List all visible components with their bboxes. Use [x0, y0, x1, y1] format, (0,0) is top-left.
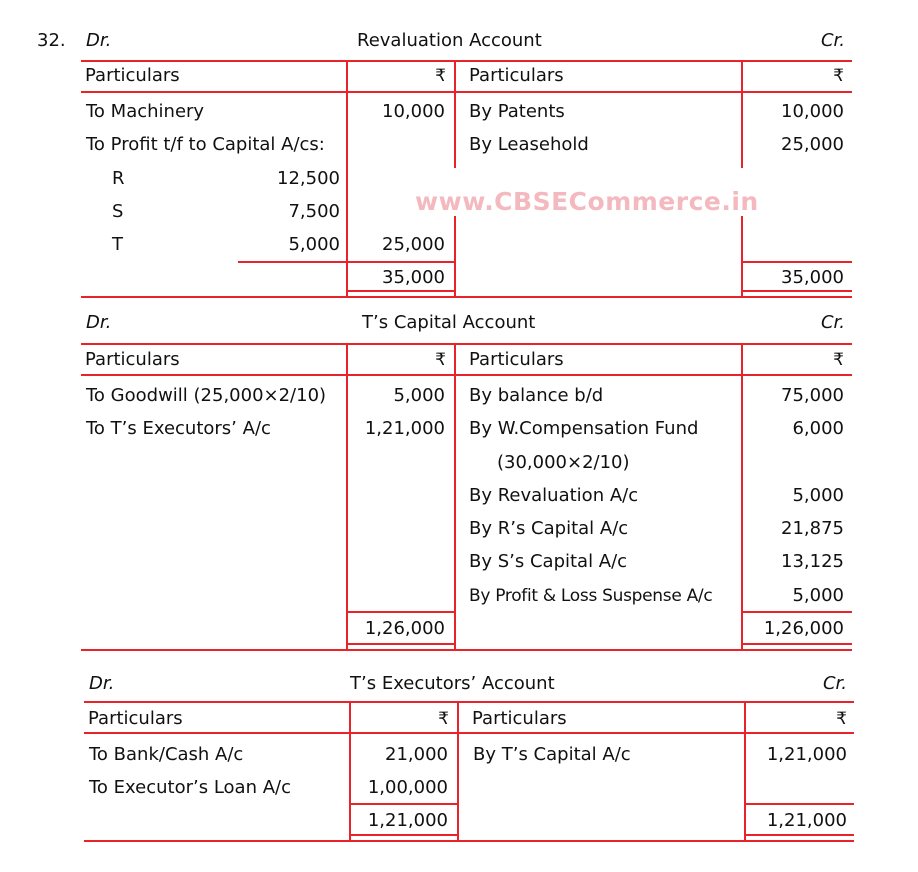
credit-total: 1,26,000 [763, 618, 844, 639]
total-double-rule-right [742, 643, 852, 645]
partner-share: 5,000 [288, 234, 340, 255]
column-divider [741, 216, 743, 298]
cr-label: Cr. [822, 673, 847, 694]
table-bottom-rule [81, 649, 852, 651]
credit-amount: 10,000 [781, 101, 844, 122]
partner-label: S [112, 201, 124, 222]
debit-particulars: To Goodwill (25,000×2/10) [86, 385, 327, 406]
column-divider [741, 60, 743, 168]
header-particulars-right: Particulars [469, 65, 564, 86]
total-double-rule [347, 290, 455, 292]
credit-amount: 5,000 [792, 485, 844, 506]
total-double-rule [347, 643, 455, 645]
partner-share: 12,500 [277, 168, 340, 189]
credit-particulars: By balance b/d [469, 385, 604, 406]
subtotal-rule [347, 611, 455, 613]
subtotal-rule [350, 803, 458, 805]
credit-particulars: By Patents [469, 101, 565, 122]
dr-label: Dr. [89, 673, 115, 694]
cr-label: Cr. [820, 312, 845, 333]
column-divider [454, 60, 456, 168]
question-number: 32. [37, 30, 66, 51]
dr-label: Dr. [86, 312, 112, 333]
debit-particulars: To Profit t/f to Capital A/cs: [86, 134, 325, 155]
partner-label: T [112, 234, 123, 255]
table-top-rule [81, 60, 852, 62]
credit-amount: 21,875 [781, 518, 844, 539]
debit-amount: 1,00,000 [367, 777, 448, 798]
debit-amount: 1,21,000 [364, 418, 445, 439]
header-particulars-right: Particulars [469, 349, 564, 370]
column-divider [454, 216, 456, 298]
credit-particulars: By T’s Capital A/c [473, 744, 631, 765]
credit-particulars: By Profit & Loss Suspense A/c [469, 586, 713, 606]
debit-particulars: To Executor’s Loan A/c [89, 777, 291, 798]
subtotal-rule-right [742, 261, 852, 263]
debit-particulars: To Machinery [86, 101, 205, 122]
credit-particulars: By S’s Capital A/c [469, 551, 628, 572]
debit-total: 1,21,000 [367, 810, 448, 831]
debit-particulars: To Bank/Cash A/c [89, 744, 244, 765]
header-particulars-left: Particulars [85, 65, 180, 86]
total-double-rule-right [745, 834, 854, 836]
debit-amount: 25,000 [382, 234, 445, 255]
cr-label: Cr. [820, 30, 845, 51]
header-rule [84, 732, 854, 734]
column-divider [346, 60, 348, 298]
column-divider [346, 343, 348, 651]
header-amount-right: ₹ [833, 66, 844, 86]
table-top-rule [84, 701, 854, 703]
table-bottom-rule [84, 840, 854, 842]
debit-particulars: To T’s Executors’ A/c [86, 418, 271, 439]
watermark: www.CBSECommerce.in [415, 187, 759, 216]
account-title: T’s Capital Account [362, 312, 536, 333]
credit-particulars-note: (30,000×2/10) [497, 452, 630, 473]
credit-total: 35,000 [781, 267, 844, 288]
header-amount-right: ₹ [833, 350, 844, 370]
column-divider [744, 701, 746, 842]
header-amount-left: ₹ [438, 709, 449, 729]
debit-total: 1,26,000 [364, 618, 445, 639]
credit-particulars: By Leasehold [469, 134, 589, 155]
header-amount-left: ₹ [435, 350, 446, 370]
total-double-rule-right [742, 290, 852, 292]
credit-particulars: By R’s Capital A/c [469, 518, 629, 539]
credit-amount: 75,000 [781, 385, 844, 406]
header-rule [81, 374, 852, 376]
total-double-rule [350, 834, 458, 836]
debit-amount: 5,000 [393, 385, 445, 406]
column-divider [457, 701, 459, 842]
credit-amount: 13,125 [781, 551, 844, 572]
credit-amount: 25,000 [781, 134, 844, 155]
header-particulars-left: Particulars [85, 349, 180, 370]
column-divider [741, 343, 743, 651]
credit-particulars: By W.Compensation Fund [469, 418, 699, 439]
header-particulars-right: Particulars [472, 708, 567, 729]
header-amount-left: ₹ [435, 66, 446, 86]
subtotal-rule-right [742, 611, 852, 613]
debit-amount: 21,000 [385, 744, 448, 765]
header-amount-right: ₹ [836, 709, 847, 729]
header-rule [81, 91, 852, 93]
table-top-rule [81, 343, 852, 345]
credit-amount: 1,21,000 [766, 744, 847, 765]
partner-label: R [112, 168, 125, 189]
header-particulars-left: Particulars [88, 708, 183, 729]
column-divider [349, 701, 351, 842]
credit-total: 1,21,000 [766, 810, 847, 831]
account-title: T’s Executors’ Account [350, 673, 555, 694]
partner-share: 7,500 [288, 201, 340, 222]
table-bottom-rule [81, 296, 852, 298]
credit-amount: 6,000 [792, 418, 844, 439]
debit-amount: 10,000 [382, 101, 445, 122]
account-title: Revaluation Account [357, 30, 542, 51]
dr-label: Dr. [86, 30, 112, 51]
column-divider [454, 343, 456, 651]
debit-total: 35,000 [382, 267, 445, 288]
credit-amount: 5,000 [792, 585, 844, 606]
credit-particulars: By Revaluation A/c [469, 485, 639, 506]
subtotal-rule-right [745, 803, 854, 805]
